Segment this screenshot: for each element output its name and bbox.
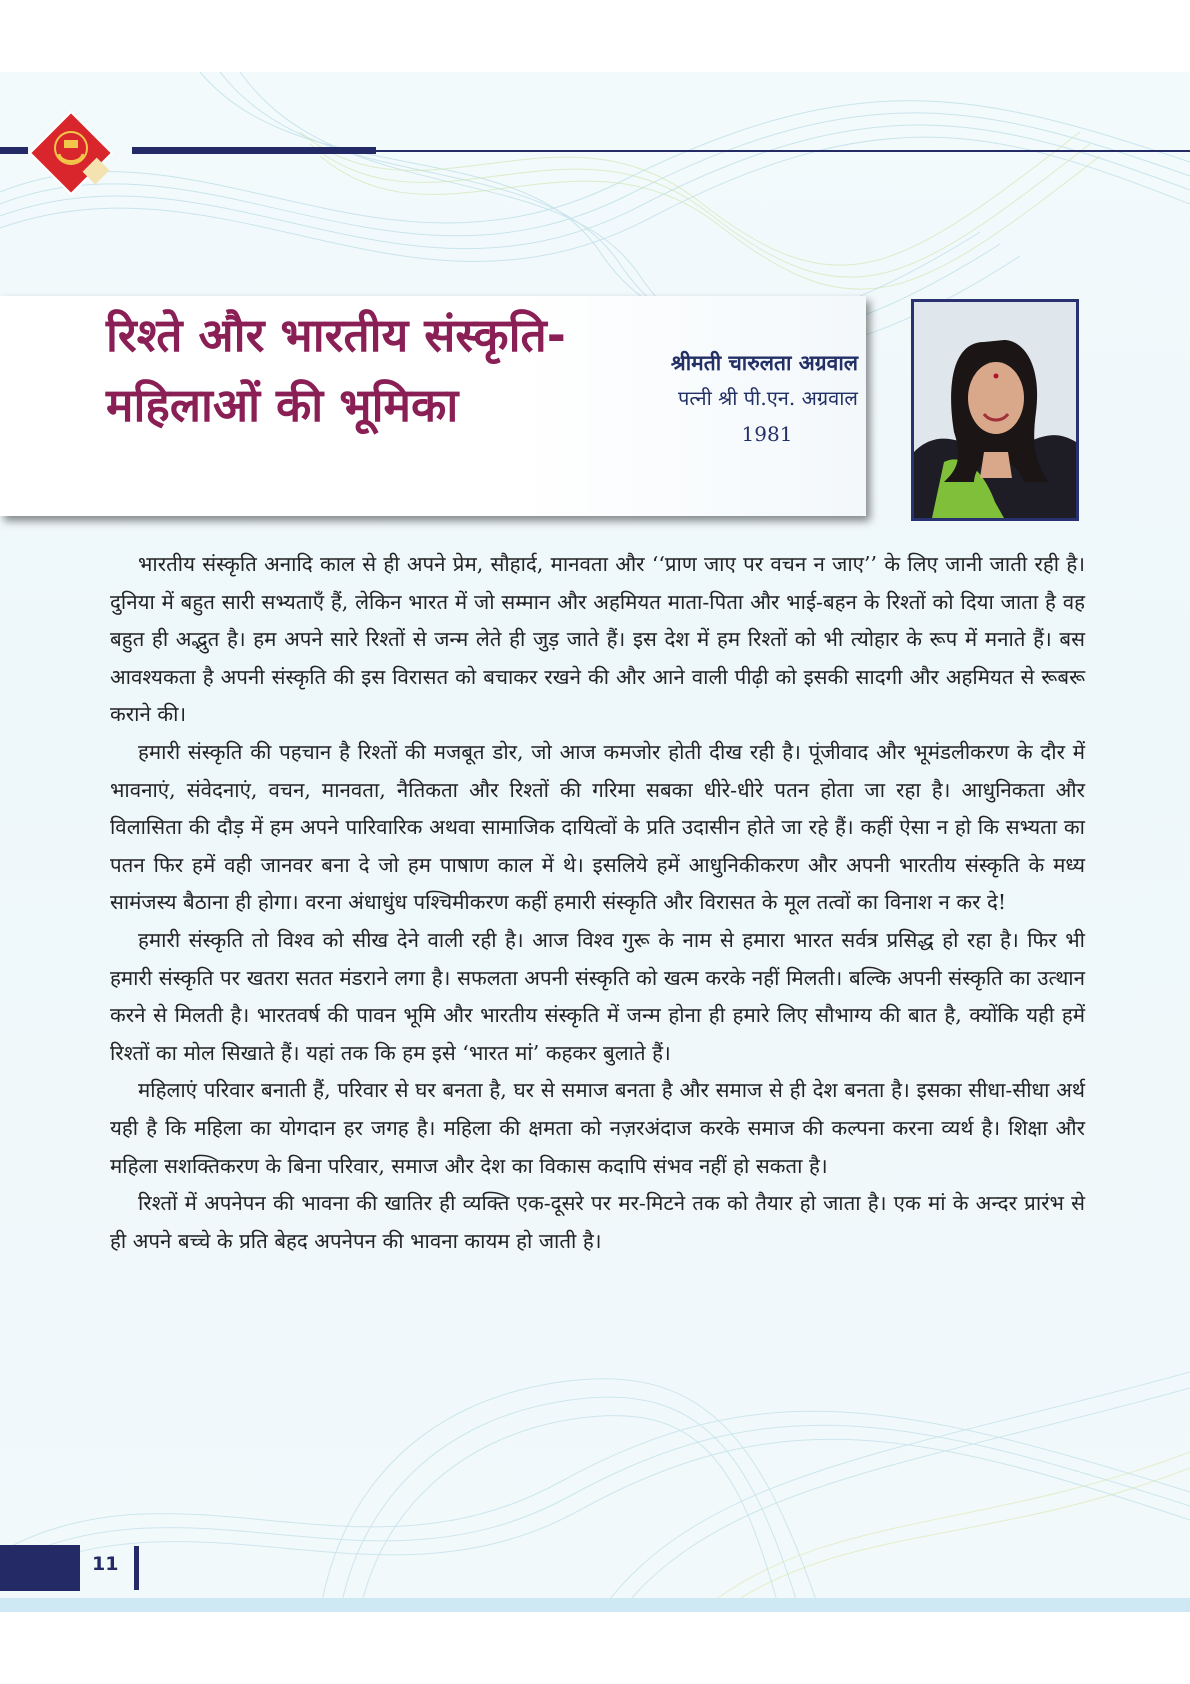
page-number-tab	[0, 1545, 80, 1591]
bottom-strip	[0, 1598, 1190, 1612]
author-block	[606, 346, 858, 452]
article-body	[110, 546, 1085, 1260]
paragraph: रिश्तों में अपनेपन की भावना की खातिर ही व्यक्ति एक-दूसरे पर मर-मिटने तक को तैयार हो जाता है। एक मां के अन्दर प्रारंभ से ही अपने बच्चे के प्रति बेहद अपनेपन की भावना कायम हो जाती है।	[110, 1191, 1085, 1253]
header-rule-thin	[376, 150, 1190, 152]
page-number-divider	[134, 1546, 139, 1590]
header-rule-left	[0, 147, 28, 154]
header-rule-thick	[132, 147, 376, 154]
paragraph: हमारी संस्कृति की पहचान है रिश्तों की मजबूत डोर, जो आज कमजोर होती दीख रही है। पूंजीवाद और भूमंडलीकरण के दौर में भावनाएं, संवेदनाएं, वचन, मानवता, नैतिकता और रिश्तों की गरिमा सबका धीरे-धीरे पतन होता जा रहा है। आधुनिकता और विलासिता की दौड़ में हम अपने पारिवारिक अथवा सामाजिक दायित्वों के प्रति उदासीन होते जा रहे हैं। कहीं ऐसा न हो कि सभ्यता का पतन फिर हमें वही जानवर बना दे जो हम पाषाण काल में थे। इसलिये हमें आधुनिकीकरण और अपनी भारतीय संस्कृति के मध्य सामंजस्य बैठाना ही होगा। वरना अंधाधुंध पश्चिमीकरण कहीं हमारी संस्कृति और विरासत के मूल तत्वों का विनाश न कर दे!	[110, 739, 1085, 915]
paragraph: हमारी संस्कृति तो विश्व को सीख देने वाली रही है। आज विश्व गुरू के नाम से हमारा भारत सर्वत्र प्रसिद्ध हो रहा है। फिर भी हमारी संस्कृति पर खतरा सतत मंडराने लगा है। सफलता अपनी संस्कृति को खत्म करके नहीं मिलती। बल्कि अपनी संस्कृति का उत्थान करने से मिलती है। भारतवर्ष की पावन भूमि और भारतीय संस्कृति में जन्म होना ही हमारे लिए सौभाग्य की बात है, क्योंकि यही हमें रिश्तों का मोल सिखाते हैं। यहां तक कि हम इसे ‘भारत मां’ कहकर बुलाते हैं।	[110, 927, 1085, 1065]
diamond-emblem-logo	[28, 110, 114, 196]
author-name: श्रीमती चारुलता अग्रवाल	[670, 350, 858, 375]
woman-portrait-photo	[911, 299, 1079, 521]
article-title: रिश्ते और भारतीय संस्कृति- महिलाओं की भूमिका	[106, 308, 566, 432]
author-relation: पत्नी श्री पी.एन. अग्रवाल	[677, 386, 858, 410]
paragraph: महिलाएं परिवार बनाती हैं, परिवार से घर बनता है, घर से समाज बनता है और समाज से ही देश बनता है। इसका सीधा-सीधा अर्थ यही है कि महिला का योगदान हर जगह है। महिला की क्षमता को नज़रअंदाज करके समाज की कल्पना करना व्यर्थ है। शिक्षा और महिला सशक्तिकरण के बिना परिवार, समाज और देश का विकास कदापि संभव नहीं हो सकता है।	[110, 1078, 1085, 1178]
paragraph: भारतीय संस्कृति अनादि काल से ही अपने प्रेम, सौहार्द, मानवता और ‘‘प्राण जाए पर वचन न जाए’’ के लिए जानी जाती रही है। दुनिया में बहुत सारी सभ्यताएँ हैं, लेकिन भारत में जो सम्मान और अहमियत माता-पिता और भाई-बहन के रिश्तों को दिया जाता है वह बहुत ही अद्भुत है। हम अपने सारे रिश्तों से जन्म लेते ही जुड़ जाते हैं। इस देश में हम रिश्तों को भी त्योहार के रूप में मनाते हैं। बस आवश्यकता है अपनी संस्कृति की इस विरासत को बचाकर रखने की और आने वाली पीढ़ी को इसकी सादगी और अहमियत से रूबरू कराने की।	[110, 552, 1085, 727]
page-number: 11	[92, 1553, 119, 1575]
author-year: 1981	[741, 422, 793, 446]
